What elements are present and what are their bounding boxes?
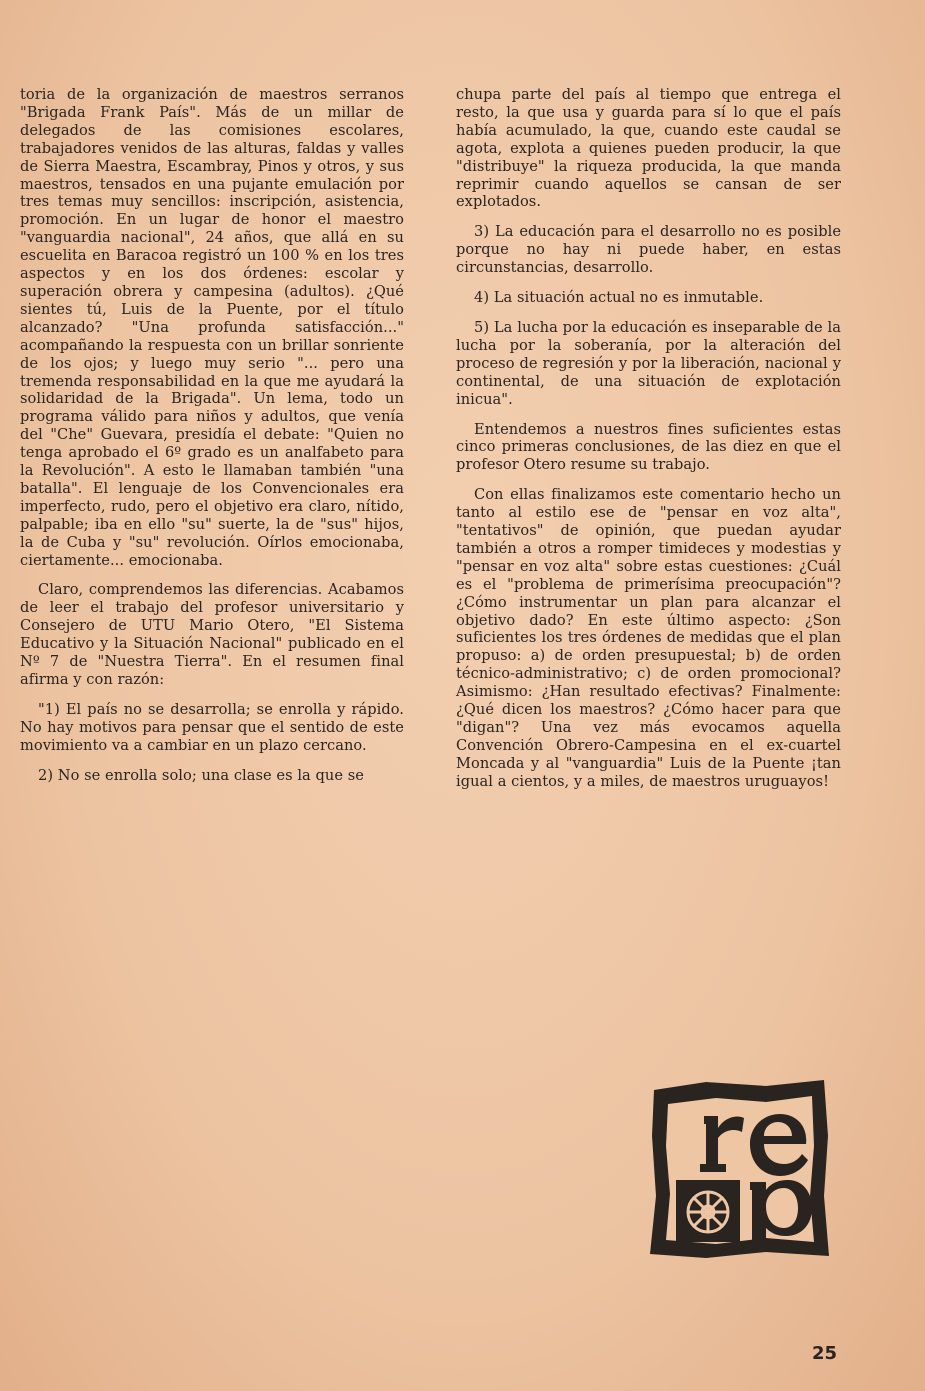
paragraph: 2) No se enrolla solo; una clase es la que se: [38, 766, 364, 784]
paragraph: 4) La situación actual no es inmutable.: [474, 289, 764, 307]
paragraph: 3) La educación para el desarrollo no es posible porque no hay ni puede haber, en estas circunstancias, desarrollo.: [456, 223, 841, 277]
rep-logo: [646, 1076, 832, 1262]
paragraph: Claro, comprendemos las diferencias. Acabamos de leer el trabajo del profesor universitario y Consejero de UTU Mario Otero, "El Sistema Educativo y la Situación Nacional" publicado en el Nº 7 de "Nuestra Tierra". En el resumen final afirma y con razón:: [20, 581, 404, 688]
paragraph: 5) La lucha por la educación es inseparable de la lucha por la soberanía, por la alteración del proceso de regresión y por la liberación, nacional y continental, de una situación de explotación inicua".: [456, 318, 841, 408]
left-column: [20, 86, 404, 797]
paragraph: "1) El país no se desarrolla; se enrolla y rápido. No hay motivos para pensar que el sentido de este movimiento va a cambiar en un plazo cercano.: [20, 700, 404, 754]
paragraph: chupa parte del país al tiempo que entrega el resto, la que usa y guarda para sí lo que el país había acumulado, la que, cuando este caudal se agota, explota a quienes pueden producir, la que "distribuye" la riqueza producida, la que manda reprimir cuando aquellos se cansan de ser explotados.: [456, 86, 841, 211]
page-number: 25: [812, 1343, 838, 1364]
paragraph: Con ellas finalizamos este comentario hecho un tanto al estilo ese de "pensar en voz alta", "tentativos" de opinión, que puedan ayudar también a otros a romper timideces y modestias y "pensar en voz alta" sobre estas cuestiones: ¿Cuál es el "problema de primerísima preocupación"? ¿Cómo instrumentar un plan para alcanzar el objetivo dado? En este último aspecto: ¿Son suficientes los tres órdenes de medidas que el plan propuso: a) de orden presupuestal; b) de orden técnico-administrativo; c) de orden promocional? Asimismo: ¿Han resultado efectivas? Finalmente: ¿Qué dicen los maestros? ¿Cómo hacer para que "digan"? Una vez más evocamos aquella Convención Obrero-Campesina en el ex-cuartel Moncada y al "vanguardia" Luis de la Puente ¡tan igual a cientos, y a miles, de maestros uruguayos!: [456, 486, 841, 790]
right-column: [456, 86, 841, 803]
paragraph: toria de la organización de maestros serranos "Brigada Frank País". Más de un millar de delegados de las comisiones escolares, trabajadores venidos de las alturas, faldas y valles de Sierra Maestra, Escambray, Pinos y otros, y sus maestros, tensados en una pujante emulación por tres temas muy sencillos: inscripción, asistencia, promoción. En un lugar de honor el maestro "vanguardia nacional", 24 años, que allá en su escuelita en Baracoa registró un 100 % en los tres aspectos y en los dos órdenes: escolar y superación obrera y campesina (adultos). ¿Qué sientes tú, Luis de la Puente, por el título alcanzado? "Una profunda satisfacción..." acompañando la respuesta con un brillar sonriente de los ojos; y luego muy serio "... pero una tremenda responsabilidad en la que me ayudará la solidaridad de la Brigada". Un lema, todo un programa válido para niños y adultos, que venía del "Che" Guevara, presidía el debate: "Quien no tenga aprobado el 6º grado es un analfabeto para la Revolución". A esto le llamaban también "una batalla". El lenguaje de los Convencionales era imperfecto, rudo, pero el objetivo era claro, nítido, palpable; iba en ello "su" suerte, la de "sus" hijos, la de Cuba y "su" revolución. Oírlos emocionaba, ciertamente... emocionaba.: [20, 86, 404, 569]
paragraph: Entendemos a nuestros fines suficientes estas cinco primeras conclusiones, de las diez en que el profesor Otero resume su trabajo.: [456, 420, 841, 474]
